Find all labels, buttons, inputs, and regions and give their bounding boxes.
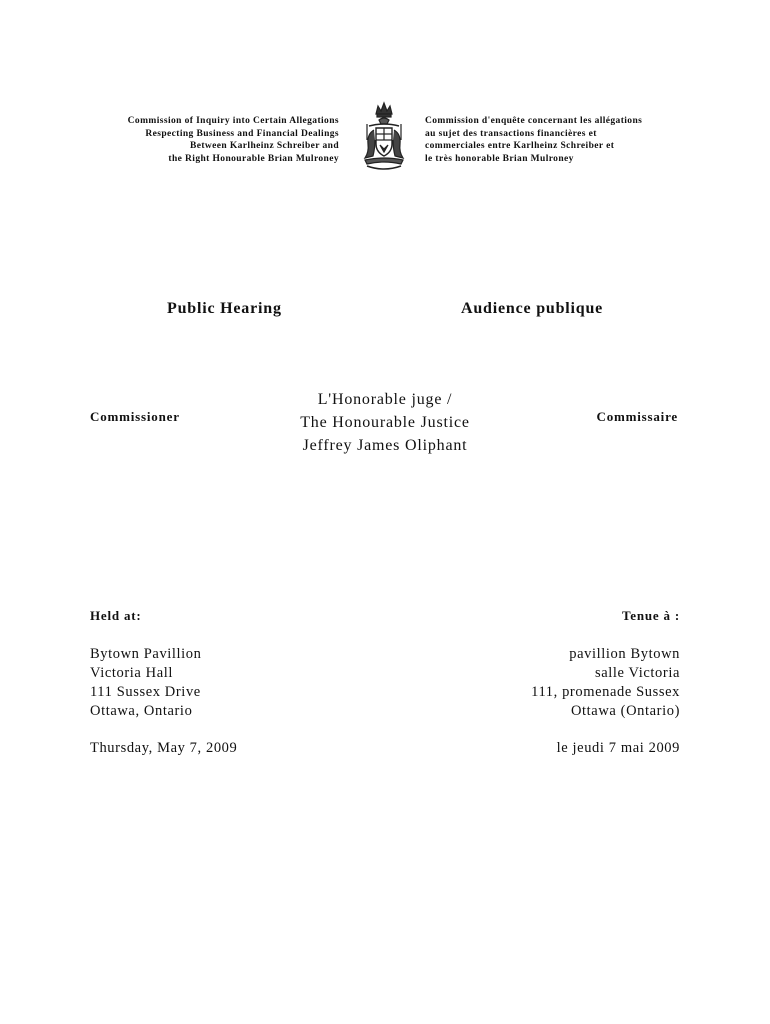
- commissioner-name: [200, 388, 570, 457]
- address-line: pavillion Bytown: [569, 646, 680, 662]
- held-at-label: Held at:: [90, 608, 142, 623]
- address-line: Ottawa, Ontario: [90, 703, 193, 719]
- tenue-label: Tenue à :: [621, 608, 680, 623]
- commissioner-label-french: Commissaire: [596, 409, 678, 424]
- hearing-title-english: Public Hearing: [167, 300, 282, 317]
- commission-name-french: [425, 115, 642, 165]
- commission-name-english: [128, 115, 339, 165]
- venue-address-french: [531, 645, 680, 721]
- header-line: Commission d'enquête concernant les allégations: [425, 116, 643, 126]
- hearing-title-french: Audience publique: [461, 300, 604, 317]
- coat-of-arms-icon: [359, 100, 409, 175]
- header-line: Between Karlheinz Schreiber and: [190, 141, 339, 151]
- address-line: 111 Sussex Drive: [90, 684, 201, 700]
- address-line: Bytown Pavillion: [90, 646, 202, 662]
- venue-address-english: [90, 645, 202, 721]
- header-line: Respecting Business and Financial Dealings: [145, 128, 339, 139]
- header-line: le très honorable Brian Mulroney: [425, 153, 574, 164]
- commissioner-name-line: The Honourable Justice: [300, 414, 470, 431]
- address-line: 111, promenade Sussex: [531, 684, 680, 700]
- header-line: commerciales entre Karlheinz Schreiber et: [425, 141, 615, 151]
- commissioner-name-line: Jeffrey James Oliphant: [302, 437, 468, 454]
- header-line: au sujet des transactions financières et: [425, 128, 597, 139]
- hearing-date-english: Thursday, May 7, 2009: [90, 740, 238, 756]
- commissioner-label-english: Commissioner: [90, 409, 180, 424]
- hearing-date-french: le jeudi 7 mai 2009: [556, 740, 680, 756]
- address-line: Ottawa (Ontario): [570, 703, 680, 719]
- address-line: Victoria Hall: [90, 665, 174, 681]
- commissioner-name-line: L'Honorable juge /: [317, 391, 453, 408]
- header-line: Commission of Inquiry into Certain Allegations: [127, 116, 339, 126]
- header-line: the Right Honourable Brian Mulroney: [168, 153, 339, 164]
- address-line: salle Victoria: [595, 665, 680, 681]
